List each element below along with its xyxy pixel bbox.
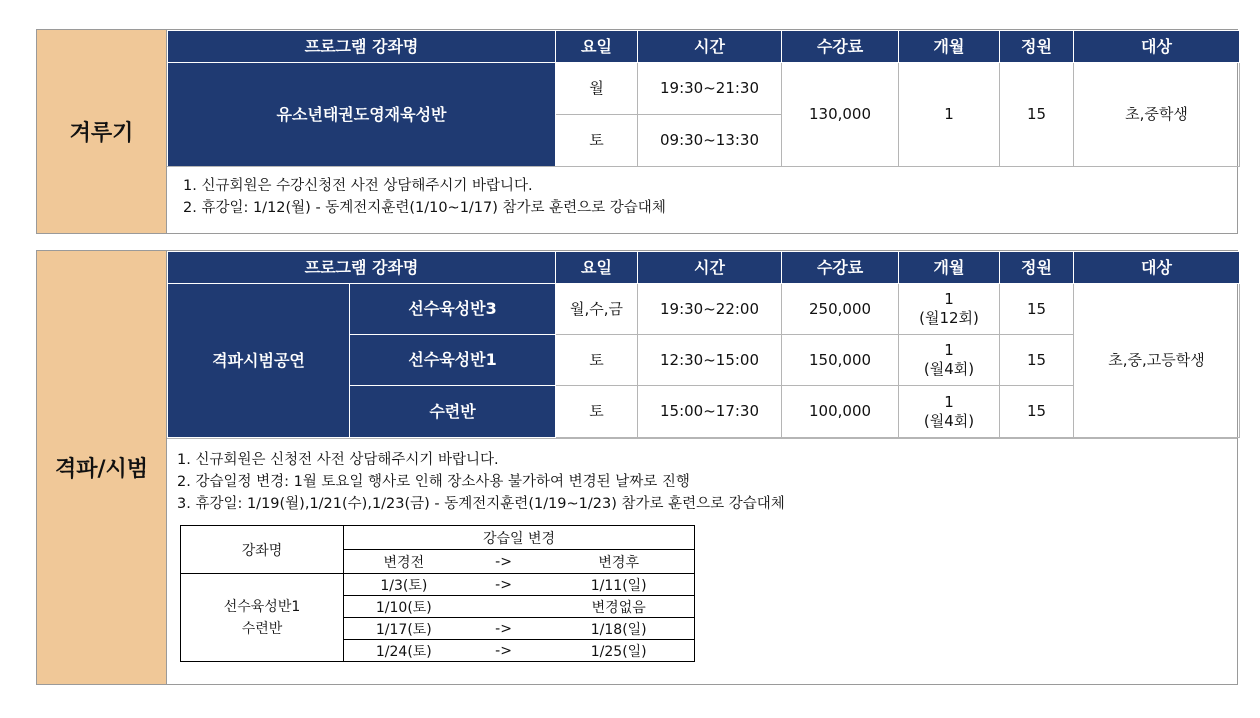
- capacity-cell: 15: [1000, 335, 1074, 386]
- header-time: 시간: [638, 31, 782, 63]
- day-cell: 토: [556, 335, 638, 386]
- after-date: 1/25(일): [590, 643, 647, 660]
- note-line: 2. 강습일정 변경: 1월 토요일 행사로 인해 장소사용 불가하여 변경된 날짜로 진행: [177, 474, 690, 490]
- header-time: 시간: [638, 252, 782, 284]
- col-change: 강습일 변경: [344, 526, 695, 550]
- course-line: 수련반: [241, 620, 283, 637]
- months-cell: [899, 284, 1000, 335]
- target-cell: 초,중,고등학생: [1074, 284, 1240, 438]
- header-fee: 수강료: [782, 252, 899, 284]
- col-after: 변경후: [598, 554, 639, 571]
- fee-cell: 100,000: [782, 386, 899, 438]
- change-row: [344, 640, 695, 662]
- schedule-table: [167, 251, 1237, 438]
- change-row: [344, 596, 695, 618]
- months-cell: 1: [899, 63, 1000, 167]
- header-target: 대상: [1074, 31, 1240, 63]
- before-date: 1/10(토): [375, 599, 432, 616]
- arrow: ->: [495, 642, 512, 659]
- section-breaking-demo: [36, 250, 1238, 685]
- note-line: 1. 신규회원은 신청전 사전 상담해주시기 바랍니다.: [177, 452, 499, 468]
- after-date: 변경없음: [591, 599, 646, 616]
- day-cell: 월,수,금: [556, 284, 638, 335]
- day-cell: 월: [556, 63, 638, 115]
- section-title: 겨루기: [37, 30, 167, 233]
- before-date: 1/17(토): [375, 621, 432, 638]
- fee-cell: 250,000: [782, 284, 899, 335]
- change-row: [344, 574, 695, 596]
- change-row: [344, 618, 695, 640]
- header-capacity: 정원: [1000, 31, 1074, 63]
- change-subheader: [344, 550, 695, 574]
- time-cell: 12:30~15:00: [638, 335, 782, 386]
- time-cell: 09:30~13:30: [638, 115, 782, 167]
- target-cell: 초,중학생: [1074, 63, 1240, 167]
- time-cell: 19:30~22:00: [638, 284, 782, 335]
- schedule-table: [167, 30, 1237, 167]
- program-name: 격파시범공연: [168, 284, 350, 438]
- before-date: 1/3(토): [380, 577, 428, 594]
- months-cell: [899, 386, 1000, 438]
- header-day: 요일: [556, 31, 638, 63]
- program-name: 유소년태권도영재육성반: [168, 63, 556, 167]
- fee-cell: 150,000: [782, 335, 899, 386]
- note-line: 3. 휴강일: 1/19(월),1/21(수),1/23(금) - 동계전지훈련(1/19~1/23) 참가로 훈련으로 강습대체: [177, 496, 785, 512]
- col-before: 변경전: [383, 554, 425, 571]
- months-value: 1: [944, 392, 954, 411]
- after-date: 1/18(일): [590, 621, 647, 638]
- time-cell: 19:30~21:30: [638, 63, 782, 115]
- course-name: 수련반: [350, 386, 556, 438]
- notes: [167, 166, 1237, 219]
- after-date: 1/11(일): [590, 577, 647, 594]
- months-cell: [899, 335, 1000, 386]
- header-capacity: 정원: [1000, 252, 1074, 284]
- months-sessions: (월4회): [923, 411, 975, 430]
- course-name: 선수육성반3: [350, 284, 556, 335]
- day-cell: 토: [556, 386, 638, 438]
- col-arrow: ->: [495, 553, 512, 570]
- fee-cell: 130,000: [782, 63, 899, 167]
- months-value: 1: [944, 290, 954, 309]
- months-value: 1: [944, 341, 954, 360]
- header-target: 대상: [1074, 252, 1240, 284]
- course-line: 선수육성반1: [223, 598, 301, 615]
- note-line: 1. 신규회원은 수강신청전 사전 상담해주시기 바랍니다.: [183, 178, 533, 194]
- col-course: 강좌명: [181, 526, 344, 574]
- capacity-cell: 15: [1000, 284, 1074, 335]
- section-title: 격파/시범: [37, 251, 167, 684]
- time-cell: 15:00~17:30: [638, 386, 782, 438]
- before-date: 1/24(토): [375, 643, 432, 660]
- header-day: 요일: [556, 252, 638, 284]
- header-program: 프로그램 강좌명: [168, 31, 556, 63]
- schedule-change-table: [180, 525, 695, 662]
- capacity-cell: 15: [1000, 386, 1074, 438]
- day-cell: 토: [556, 115, 638, 167]
- header-months: 개월: [899, 31, 1000, 63]
- change-course: [181, 574, 344, 662]
- capacity-cell: 15: [1000, 63, 1074, 167]
- header-fee: 수강료: [782, 31, 899, 63]
- arrow: ->: [495, 620, 512, 637]
- months-sessions: (월12회): [919, 309, 979, 327]
- header-program: 프로그램 강좌명: [168, 252, 556, 284]
- months-sessions: (월4회): [923, 360, 975, 378]
- note-line: 2. 휴강일: 1/12(월) - 동계전지훈련(1/10~1/17) 참가로 훈련으로 강습대체: [183, 200, 666, 216]
- arrow: ->: [495, 576, 512, 593]
- header-months: 개월: [899, 252, 1000, 284]
- course-name: 선수육성반1: [350, 335, 556, 386]
- section-sparring: [36, 29, 1238, 234]
